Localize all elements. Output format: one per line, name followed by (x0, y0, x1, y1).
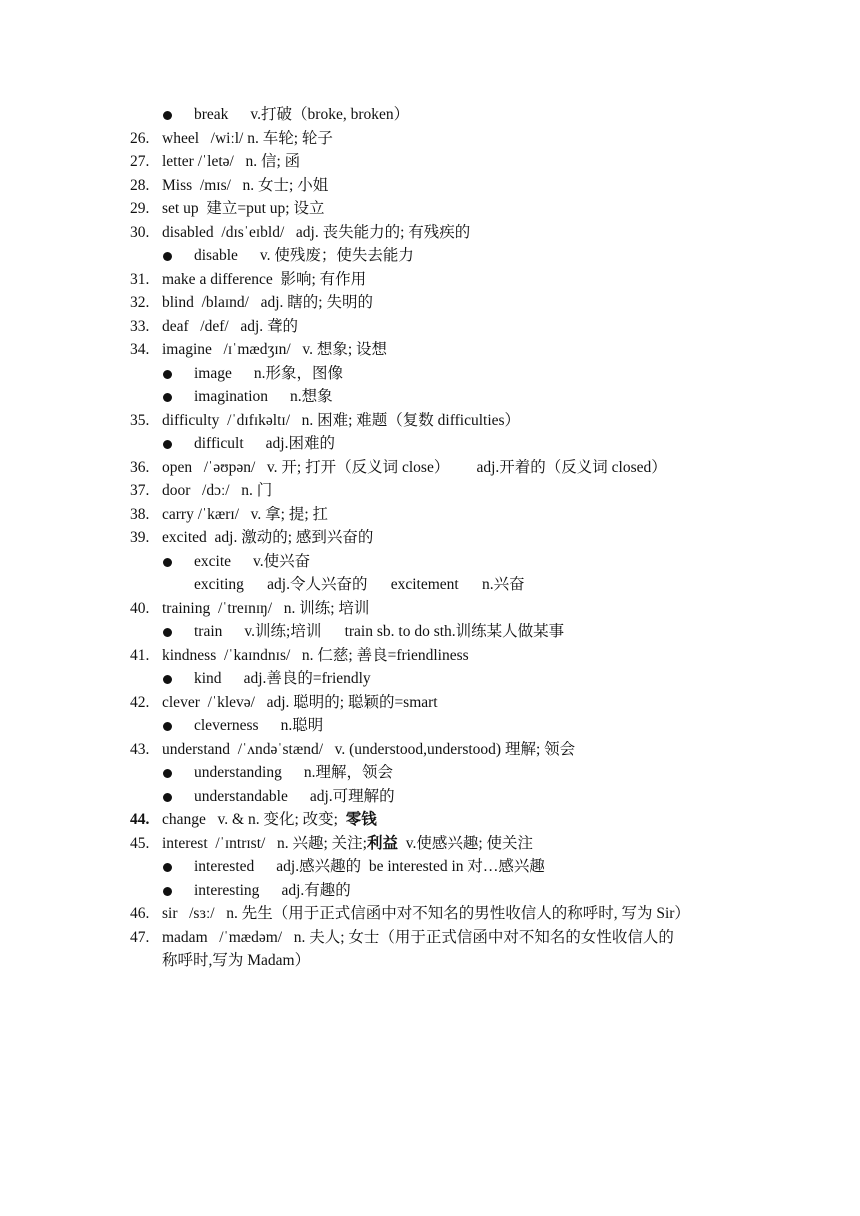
vocab-entry (0, 150, 860, 174)
entry-text: disabled /dɪsˈeɪbld/ adj. 丧失能力的; 有残疾的 (162, 223, 471, 241)
bullet-icon (163, 628, 172, 637)
vocab-entry (0, 597, 860, 621)
subentry-text (194, 855, 545, 879)
entry-text: door /dɔː/ n. 门 (162, 482, 273, 499)
vocab-subentry (0, 103, 860, 127)
subentry-meaning: adj.感兴趣的 be interested in 对…感兴趣 (276, 858, 545, 875)
bullet-icon (163, 558, 172, 567)
bullet-icon (163, 111, 172, 120)
entry-text: make a difference 影响; 有作用 (162, 270, 367, 288)
entry-number: 41. (130, 646, 150, 664)
entry-number: 46. (130, 905, 150, 922)
entry-text: blind /blaɪnd/ adj. 瞎的; 失明的 (162, 294, 373, 311)
subentry-text (194, 714, 323, 738)
subentry-word: disable (194, 247, 238, 264)
subentry-text (194, 362, 343, 386)
subentry-meaning: n.理解，领会 (303, 764, 393, 781)
bullet-icon (163, 440, 172, 449)
subentry-meaning: n.想象 (290, 388, 333, 405)
continuation-text: 称呼时,写为 Madam） (162, 952, 311, 969)
subentry-meaning: v.打破（broke, broken） (250, 106, 410, 123)
vocab-entry (0, 174, 860, 198)
entry-text-part: v.使感兴趣; 使关注 (397, 834, 534, 852)
subentry-word: understandable (194, 787, 288, 805)
entry-number: 43. (130, 740, 150, 758)
vocab-subentry (0, 879, 860, 903)
subentry-word: imagination (194, 388, 269, 405)
subentry-meaning: n.形象，图像 (253, 364, 344, 382)
entry-number: 36. (130, 458, 150, 476)
entry-text: clever /ˈklevə/ adj. 聪明的; 聪颖的=smart (162, 693, 438, 711)
entry-text: set up 建立=put up; 设立 (162, 200, 325, 217)
subentry-word: interesting (194, 881, 260, 899)
entry-number: 27. (130, 153, 150, 170)
entry-number: 42. (130, 693, 150, 711)
subentry-word: cleverness (194, 717, 259, 734)
entry-text-bold: 利益 (366, 834, 398, 852)
vocab-subentry (0, 362, 860, 386)
vocab-entry (0, 291, 860, 315)
entry-number: 34. (130, 341, 150, 358)
vocab-subentry (0, 573, 860, 597)
entry-text-part: interest /ˈɪntrɪst/ n. 兴趣; 关注; (162, 834, 367, 852)
entry-continuation (0, 949, 860, 973)
vocab-entry (0, 503, 860, 527)
entry-number: 31. (130, 270, 150, 288)
subentry-word: break (194, 106, 229, 123)
vocab-entry (0, 644, 860, 668)
bullet-icon (163, 393, 172, 402)
subentry-text (194, 785, 395, 809)
subentry-word: interested (194, 858, 255, 875)
vocab-subentry (0, 761, 860, 785)
vocab-subentry (0, 385, 860, 409)
entry-text: Miss /mɪs/ n. 女士; 小姐 (162, 176, 329, 194)
entry-text (162, 832, 533, 856)
entry-number: 39. (130, 529, 150, 546)
vocab-entry (0, 338, 860, 362)
subentry-word: understanding (194, 764, 282, 781)
subentry-text (194, 244, 414, 268)
entry-text (162, 808, 377, 832)
entry-text: difficulty /ˈdɪfɪkəltɪ/ n. 困难; 难题（复数 difficulties） (162, 411, 521, 429)
bullet-icon (163, 863, 172, 872)
entry-number: 37. (130, 482, 150, 499)
entry-text-bold: 零钱 (345, 811, 377, 828)
vocab-entry (0, 808, 860, 832)
subentry-text: exciting adj.令人兴奋的 excitement n.兴奋 (194, 576, 525, 593)
vocab-entry (0, 526, 860, 550)
bullet-icon (163, 370, 172, 379)
vocab-entry (0, 738, 860, 762)
entry-text: letter /ˈletə/ n. 信; 函 (162, 153, 301, 170)
bullet-icon (163, 769, 172, 778)
vocab-entry (0, 926, 860, 950)
entry-text: sir /sɜː/ n. 先生（用于正式信函中对不知名的男性收信人的称呼时, 写为 Sir） (162, 905, 690, 922)
entry-number: 29. (130, 200, 150, 217)
subentry-meaning: v. 使残废；使失去能力 (259, 247, 414, 264)
entry-text: wheel /wiːl/ n. 车轮; 轮子 (162, 129, 333, 147)
entry-number: 26. (130, 129, 150, 147)
entry-number: 33. (130, 317, 150, 335)
subentry-word: image (194, 364, 232, 382)
vocab-subentry (0, 432, 860, 456)
subentry-text (194, 385, 333, 409)
subentry-meaning: v.训练;培训 train sb. to do sth.训练某人做某事 (244, 623, 565, 640)
entry-number: 28. (130, 176, 150, 194)
subentry-text (194, 103, 409, 127)
vocab-entry (0, 456, 860, 480)
entry-number: 44. (130, 811, 150, 828)
entry-number: 45. (130, 834, 150, 852)
entry-text: carry /ˈkærɪ/ v. 拿; 提; 扛 (162, 505, 329, 523)
entry-number: 35. (130, 411, 150, 429)
entry-number: 30. (130, 223, 150, 241)
entry-text-part: change v. & n. 变化; 改变; (162, 811, 346, 828)
entry-text: kindness /ˈkaɪndnɪs/ n. 仁慈; 善良=friendliness (162, 646, 469, 664)
subentry-word: excite (194, 552, 232, 570)
subentry-word: difficult (194, 435, 244, 452)
subentry-word: kind (194, 670, 222, 687)
subentry-meaning: v.使兴奋 (253, 552, 311, 570)
vocab-subentry (0, 667, 860, 691)
vocab-entry (0, 221, 860, 245)
subentry-text (194, 879, 351, 903)
subentry-text (194, 667, 371, 691)
vocab-subentry (0, 620, 860, 644)
vocab-subentry (0, 550, 860, 574)
vocab-subentry (0, 244, 860, 268)
subentry-text (194, 432, 335, 456)
vocab-entry (0, 127, 860, 151)
vocab-entry (0, 479, 860, 503)
vocab-entry (0, 409, 860, 433)
entry-text: deaf /def/ adj. 聋的 (162, 317, 299, 335)
vocab-entry (0, 197, 860, 221)
bullet-icon (163, 252, 172, 261)
vocab-subentry (0, 855, 860, 879)
entry-text: training /ˈtreɪnɪŋ/ n. 训练; 培训 (162, 599, 370, 617)
bullet-icon (163, 675, 172, 684)
bullet-icon (163, 793, 172, 802)
subentry-meaning: adj.可理解的 (309, 787, 395, 805)
bullet-icon (163, 722, 172, 731)
subentry-text (194, 550, 310, 574)
entry-text: open /ˈəʊpən/ v. 开; 打开（反义词 close） adj.开着的（反义词 closed） (162, 458, 667, 476)
subentry-meaning: adj.有趣的 (281, 881, 351, 899)
subentry-text (194, 761, 393, 785)
subentry-meaning: adj.困难的 (265, 435, 335, 452)
bullet-icon (163, 887, 172, 896)
subentry-word: train (194, 623, 223, 640)
entry-text: madam /ˈmædəm/ n. 夫人; 女士（用于正式信函中对不知名的女性收信人的 (162, 928, 674, 946)
vocab-entry (0, 268, 860, 292)
vocab-entry (0, 902, 860, 926)
subentry-text (194, 620, 564, 644)
subentry-meaning: n.聪明 (280, 717, 324, 734)
entry-number: 40. (130, 599, 150, 617)
vocab-entry (0, 832, 860, 856)
subentry-meaning: adj.善良的=friendly (243, 670, 371, 687)
vocab-subentry (0, 785, 860, 809)
vocab-entry (0, 691, 860, 715)
vocab-subentry (0, 714, 860, 738)
vocab-entry (0, 315, 860, 339)
vocabulary-list (0, 103, 860, 973)
entry-text: understand /ˈʌndəˈstænd/ v. (understood,understood) 理解; 领会 (162, 740, 576, 758)
entry-number: 38. (130, 505, 150, 523)
entry-text: excited adj. 激动的; 感到兴奋的 (162, 529, 374, 546)
entry-number: 47. (130, 928, 150, 946)
entry-text: imagine /ɪˈmædʒɪn/ v. 想象; 设想 (162, 341, 388, 358)
entry-number: 32. (130, 294, 150, 311)
